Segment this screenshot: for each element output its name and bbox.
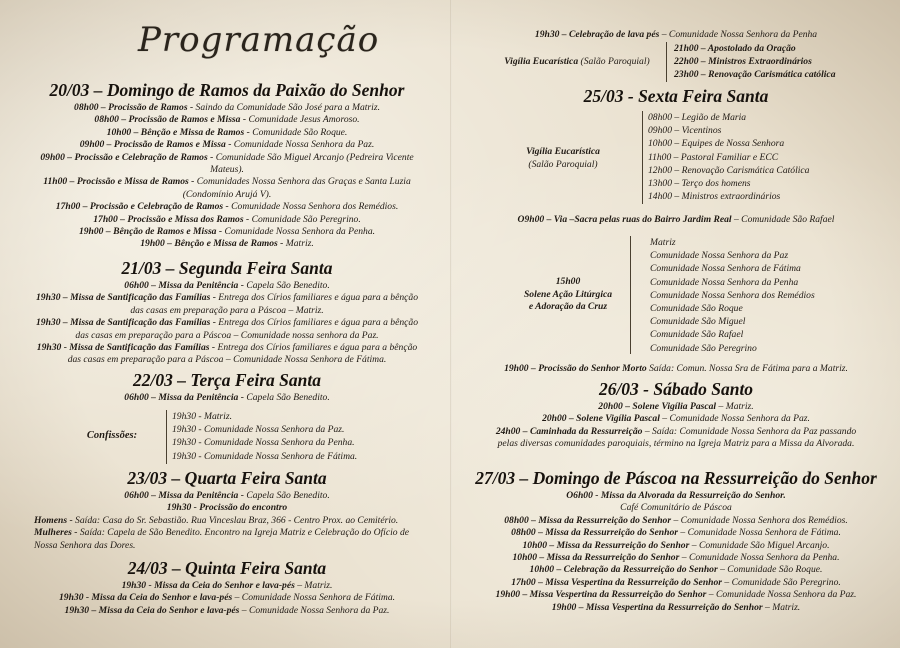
vigil-list — [674, 42, 836, 82]
schedule-list — [10, 390, 444, 404]
section-heading: 22/03 – Terça Feira Santa — [133, 370, 321, 390]
community-item: Comunidade São Peregrino — [650, 342, 757, 354]
schedule-line: 10h00 – Missa da Ressurreição do Senhor – Comunidade São Miguel Arcanjo. — [522, 539, 830, 551]
section-quinta-feira — [10, 558, 444, 617]
vigil-item: 08h00 – Legião de Maria — [648, 112, 747, 123]
vigil-item: 11h00 – Pastoral Familiar e ECC — [648, 151, 779, 163]
confession-item: 19h30 - Comunidade Nossa Senhora da Paz. — [172, 424, 345, 436]
vigil-item: 12h00 – Renovação Carismática Católica — [648, 164, 810, 176]
schedule-line: 10h00 – Missa da Ressurreição do Senhor – Comunidade Nossa Senhora da Penha. — [512, 552, 840, 564]
vigil-label: Vigília Eucarística (Salão Paroquial) — [504, 56, 650, 67]
schedule-line: 24h00 – Caminhada da Ressurreição – Saída: Comunidade Nossa Senhora da Paz passando pelas diversas comunidades paroquiais, término na Igreja Matriz para a Missa da Alvorada. — [495, 425, 857, 450]
schedule-list — [10, 578, 444, 617]
schedule-line: 10h00 – Celebração da Ressurreição do Senhor – Comunidade São Roque. — [529, 564, 823, 576]
confessions-group — [60, 410, 400, 466]
liturgy-label: 15h00 Solene Ação Litúrgica e Adoração da Cruz — [523, 276, 613, 312]
section-heading: 21/03 – Segunda Feira Santa — [121, 258, 333, 278]
vigil-list — [648, 111, 809, 203]
schedule-line: Mulheres - Saída: Capela de São Benedito. Encontro na Igreja Matriz e Celebração do Ofício de Nossa Senhora das Dores. — [34, 527, 409, 551]
vigil-item: 10h00 – Equipes de Nossa Senhora — [648, 138, 785, 150]
confession-item: 19h30 - Comunidade Nossa Senhora da Penha. — [172, 437, 355, 449]
vigil-item: 23h00 – Renovação Carismática católica — [674, 69, 836, 81]
section-domingo-ramos — [10, 80, 444, 251]
schedule-line: 09h00 – Procissão de Ramos e Missa - Comunidade Nossa Senhora da Paz. — [79, 139, 375, 151]
section-heading: 24/03 – Quinta Feira Santa — [127, 558, 327, 578]
schedule-list — [10, 278, 444, 367]
community-item: Comunidade São Rafael — [650, 329, 744, 341]
schedule-line: 10h00 – Bênção e Missa de Ramos - Comunidade São Roque. — [106, 126, 348, 138]
section-domingo-pascoa — [452, 468, 900, 614]
group-divider — [630, 236, 631, 354]
schedule-list — [452, 399, 900, 451]
section-segunda-feira — [10, 258, 444, 367]
section-heading: 23/03 – Quarta Feira Santa — [127, 468, 327, 488]
section-terca-feira — [10, 370, 444, 404]
vigil-item: 14h00 – Ministros extraordinários — [648, 191, 781, 203]
schedule-line: Homens - Saída: Casa do Sr. Sebastião. Rua Vinceslau Braz, 366 - Centro Prox. ao Cemitério. — [34, 514, 399, 526]
schedule-line: 06h00 – Missa da Penitência - Capela São Benedito. — [124, 392, 330, 403]
schedule-line: 19h30 - Missa da Ceia do Senhor e lava-pés – Matriz. — [121, 580, 333, 591]
section-heading: 20/03 – Domingo de Ramos da Paixão do Senhor — [49, 80, 405, 100]
schedule-line: 20h00 – Solene Vigília Pascal – Matriz. — [598, 401, 754, 412]
schedule-line: 19h30 - Missa da Ceia do Senhor e lava-pés – Comunidade Nossa Senhora de Fátima. — [58, 592, 396, 604]
schedule-line: 08h00 – Procissão de Ramos e Missa - Comunidade Jesus Amoroso. — [94, 114, 360, 126]
schedule-line: O9h00 – Via –Sacra pelas ruas do Bairro Jardim Real – Comunidade São Rafael — [517, 214, 835, 225]
schedule-list — [10, 100, 444, 251]
section-heading: 26/03 - Sábado Santo — [598, 379, 754, 399]
schedule-line: 19h00 – Procissão do Senhor Morto Saída: Comun. Nossa Sra de Fátima para a Matriz. — [504, 363, 848, 374]
schedule-line: 19h30 – Missa de Santificação das Famílias - Entrega dos Círios familiares e água para a bênção das casas em preparação para a Páscoa – Matriz. — [36, 292, 418, 316]
vigil-group-thursday — [492, 42, 892, 84]
schedule-line: 06h00 – Missa da Penitência - Capela São Benedito. — [124, 280, 330, 291]
schedule-line: O6h00 - Missa da Alvorada da Ressurreição do Senhor. — [566, 490, 786, 501]
right-page — [452, 0, 900, 648]
schedule-line: 17h00 – Procissão e Missa dos Ramos - Comunidade São Peregrino. — [93, 213, 361, 225]
group-divider — [642, 111, 643, 204]
schedule-line: 08h00 – Missa da Ressurreição do Senhor – Comunidade Nossa Senhora de Fátima. — [511, 527, 841, 539]
schedule-line: 08h00 – Procissão de Ramos - Saindo da Comunidade São José para a Matriz. — [74, 102, 380, 113]
schedule-line: 19h00 – Missa Vespertina da Ressurreição do Senhor – Comunidade Nossa Senhora da Paz. — [495, 589, 857, 601]
community-item: Comunidade São Roque — [650, 303, 743, 315]
schedule-line: 19h30 - Missa de Santificação das Famílias - Entrega dos Círios familiares e água para a bênção das casas em preparação para a Páscoa – Comunidade Nossa Senhora de Fátima. — [36, 342, 418, 366]
section-heading: 27/03 – Domingo de Páscoa na Ressurreição do Senhor — [475, 468, 877, 488]
schedule-line: 19h00 – Bênção e Missa de Ramos - Matriz. — [140, 238, 314, 250]
liturgy-group — [512, 236, 892, 356]
schedule-line: 08h00 – Missa da Ressurreição do Senhor – Comunidade Nossa Senhora dos Remédios. — [504, 514, 848, 526]
schedule-line: 19h30 – Celebração de lava pés – Comunidade Nossa Senhora da Penha — [534, 29, 818, 40]
community-item: Comunidade Nossa Senhora dos Remédios — [650, 289, 815, 301]
confession-item: 19h30 - Comunidade Nossa Senhora de Fátima. — [172, 450, 358, 462]
schedule-line: 17h00 – Missa Vespertina da Ressurreição do Senhor – Comunidade São Peregrino. — [511, 576, 841, 588]
schedule-line: 17h00 – Procissão e Celebração de Ramos - Comunidade Nossa Senhora dos Remédios. — [55, 201, 399, 213]
section-heading-sexta: 25/03 - Sexta Feira Santa — [583, 86, 769, 106]
schedule-line: 11h00 – Procissão e Missa de Ramos - Comunidades Nossa Senhora das Graças e Santa Luzia (Condomínio Arujá V). — [43, 176, 411, 200]
community-item: Comunidade São Miguel — [650, 316, 746, 328]
schedule-line: 19h00 – Bênção de Ramos e Missa - Comunidade Nossa Senhora da Penha. — [78, 226, 376, 238]
schedule-line: Café Comunitário de Páscoa — [620, 502, 732, 514]
schedule-line: 19h30 – Missa de Santificação das Famílias - Entrega dos Círios familiares e água para a bênção das casas em preparação para a Páscoa – Comunidade nossa senhora da Paz. — [36, 317, 418, 341]
schedule-line: 06h00 – Missa da Penitência - Capela São Benedito. — [124, 490, 330, 501]
community-list — [650, 236, 815, 355]
schedule-line: 19h00 – Missa Vespertina da Ressurreição do Senhor – Matriz. — [551, 601, 801, 613]
schedule-line: 19h30 – Missa da Ceia do Senhor e lava-pés – Comunidade Nossa Senhora da Paz. — [64, 604, 390, 616]
group-divider — [666, 42, 667, 82]
community-item: Comunidade Nossa Senhora da Paz — [650, 250, 789, 262]
schedule-line: 20h00 – Solene Vigília Pascal – Comunidade Nossa Senhora da Paz. — [542, 413, 810, 425]
confessions-label: Confissões: — [86, 430, 138, 441]
confessions-list — [172, 410, 357, 463]
community-item: Comunidade Nossa Senhora de Fátima — [650, 263, 801, 275]
page-title: Programação — [138, 20, 380, 60]
schedule-list — [452, 488, 900, 614]
vigil-item: 13h00 – Terço dos homens — [648, 178, 751, 190]
vigil-item: 09h00 – Vicentinos — [648, 125, 722, 137]
vigil-item: 22h00 – Ministros Extraordinários — [674, 56, 812, 68]
section-sabado — [452, 379, 900, 451]
vigil-item: 21h00 – Apostolado da Oração — [674, 43, 796, 54]
community-item: Matriz — [650, 237, 676, 248]
vigil-label: Vigília Eucarística (Salão Paroquial) — [526, 146, 600, 170]
vigil-group-friday — [508, 111, 898, 206]
community-item: Comunidade Nossa Senhora da Penha — [650, 276, 799, 288]
schedule-list — [10, 488, 444, 552]
section-quarta-feira — [10, 468, 444, 552]
group-divider — [166, 410, 167, 464]
schedule-line: 09h00 – Procissão e Celebração de Ramos - Comunidade São Miguel Arcanjo (Pedreira Vicente Mateus). — [40, 151, 414, 176]
confession-item: 19h30 - Matriz. — [172, 411, 232, 422]
schedule-line: 19h30 - Procissão do encontro — [166, 502, 288, 514]
